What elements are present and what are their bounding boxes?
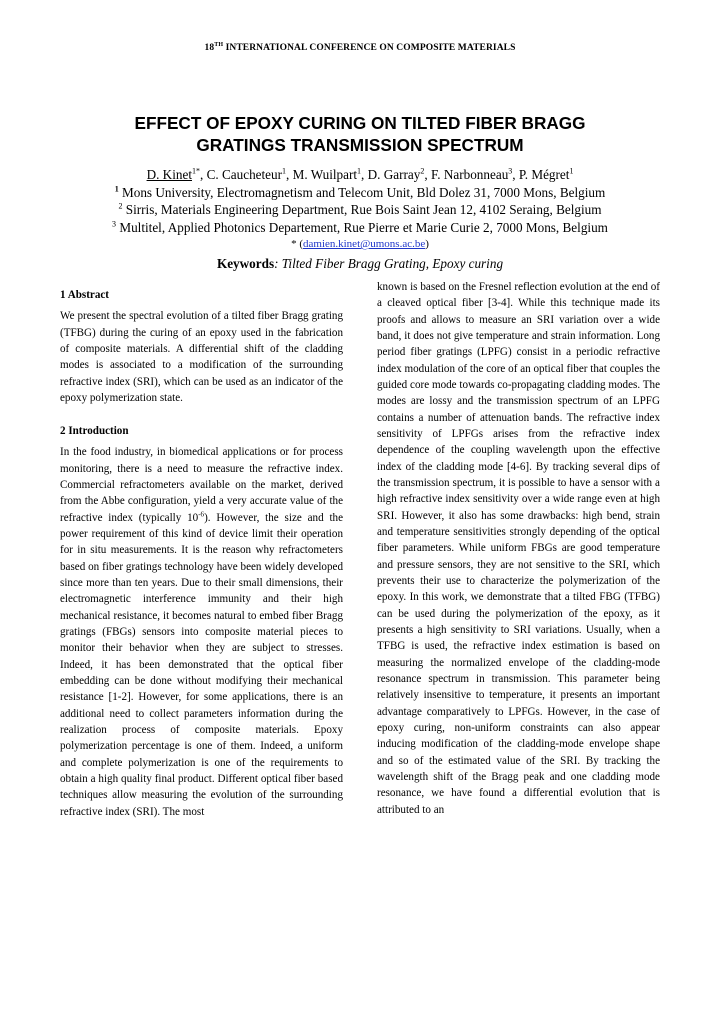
corresponding-email bbox=[40, 236, 680, 254]
affiliation-3 bbox=[40, 219, 680, 237]
author-1-sup: 1* bbox=[191, 166, 200, 176]
keywords-colon: : bbox=[274, 256, 279, 271]
introduction-section bbox=[60, 423, 343, 820]
header-number: 18 bbox=[204, 43, 215, 54]
introduction-body bbox=[60, 444, 343, 820]
affiliation-2-num: 2 bbox=[118, 201, 123, 211]
title-line-1: EFFECT OF EPOXY CURING ON TILTED FIBER BRAGG bbox=[134, 113, 586, 133]
affiliation-3-text: Multitel, Applied Photonics Departement, Rue Pierre et Marie Curie 2, 7000 Mons, Belgium bbox=[116, 219, 608, 235]
affiliation-2-text: Sirris, Materials Engineering Department, Rue Bois Saint Jean 12, 4102 Seraing, Belgium bbox=[122, 202, 602, 217]
author-4-sup: 2 bbox=[420, 166, 425, 176]
keywords-line bbox=[40, 256, 680, 272]
affiliation-1-num: 1 bbox=[114, 184, 119, 194]
affiliation-1 bbox=[40, 184, 680, 202]
right-column bbox=[377, 279, 660, 818]
author-5: , F. Narbonneau bbox=[424, 167, 509, 182]
introduction-heading: 2 Introduction bbox=[60, 425, 129, 437]
affiliation-1-text: Mons University, Electromagnetism and Telecom Unit, Bld Dolez 31, 7000 Mons, Belgium bbox=[118, 184, 606, 200]
author-4: , D. Garray bbox=[361, 167, 421, 182]
intro-text-1: In the food industry, in biomedical applications or for process monitoring, there is a need to measure the refractive index. Commercial refractometers available on the market, derived from the Abbe configuration, yield a very accurate value of the refractive index (typically 10 bbox=[60, 446, 343, 524]
email-suffix: ) bbox=[425, 238, 429, 250]
author-6-sup: 1 bbox=[569, 166, 574, 176]
abstract-section bbox=[60, 287, 343, 406]
abstract-heading: 1 Abstract bbox=[60, 289, 109, 301]
right-column-body: known is based on the Fresnel reflection evolution at the end of a cleaved optical fiber [3-4]. While this technique made its proofs and allows to measure an SRI variation over a wide band, it does not give temperature and strain information. Long period fiber gratings (LPFG) consist in a periodic refractive index modulation of the core of an optical fiber that couples the guided core mode towards co-propagating cladding modes. The modes are lossy and the transmission spectrum of an LPFG contains a number of attenuation bands. The refractive index sensitivity of LPFGs arises from the refractive index dependence of the coupling wavelength upon the effective index of the cladding mode [4-6]. By tracking several dips of the transmission spectrum, it is possible to have a sensor with a high refractive index sensitivity over a wide range even at high SRI. However, it also has some drawbacks: high bend, strain and temperature sensitivities strongly depending of the optical fiber parameters. While uniform FBGs are good temperature and pressure sensors, they are not sensitive to the SRI, which prevents their use to characterize the polymerization of the epoxy. In this work, we demonstrate that a tilted FBG (TFBG) can be used during the polymerization of the epoxy, as it presents a high sensitivity to SRI variations. Usually, when a TFBG is used, the refractive index estimation is based on measuring the normalized envelope of the cladding-mode resonance spectrum in transmission. This parameter being relatively insensitive to temperature, it presents an important advantage comparatively to LPFGs. However, in the case of epoxy curing, non-uniform constraints can also appear inducing modification of the cladding-mode envelope shape and so of the estimated value of the SRI. By tracking the wavelength shift of the Bragg peak and one cladding mode resonance, we have found a differential evolution that is attributed to an bbox=[377, 281, 660, 816]
keywords-label: Keywords bbox=[216, 256, 275, 271]
keywords-text: Tilted Fiber Bragg Grating, Epoxy curing bbox=[278, 256, 504, 271]
affiliation-3-num: 3 bbox=[112, 219, 117, 229]
intro-text-2: ). However, the size and the power requirement of this kind of device limit their operation for in situ measurements. It is the reason why refractometers based on fiber gratings technology have been widely developed since more than ten years. Due to their small dimensions, their electromagnetic interference immunity and their high mechanical resistance, it becomes natural to embed fiber Bragg gratings (FBGs) sensors into composite material pieces to monitor their behavior when they are subject to stresses. Indeed, it has been demonstrated that the optical fiber embedding can be done without modifying their mechanical resistance [1-2]. However, for some applications, there is an additional need to collect parameters information during the realization process of composite materials. Epoxy polymerization percentage is one of them. Indeed, a uniform and complete polymerization is one of the requirements to obtain a high quality final product. Different optical fiber based techniques allow measuring the evolution of the surrounding refractive index (SRI). The most bbox=[60, 511, 344, 818]
author-block bbox=[40, 166, 680, 254]
abstract-body: We present the spectral evolution of a tilted fiber Bragg grating (TFBG) during the curing of an epoxy used in the fabrication of composite materials. A differential shift of the cladding modes is associated to a modification of the surrounding refractive index (SRI), which can be used as an indicator of the epoxy polymerization state. bbox=[60, 310, 343, 404]
author-5-sup: 3 bbox=[508, 166, 513, 176]
header-text: INTERNATIONAL CONFERENCE ON COMPOSITE MATERIALS bbox=[223, 43, 516, 54]
author-3-sup: 1 bbox=[357, 166, 362, 176]
affiliation-2 bbox=[40, 201, 680, 219]
email-link[interactable]: damien.kinet@umons.ac.be bbox=[303, 238, 426, 250]
title-line-2: GRATINGS TRANSMISSION SPECTRUM bbox=[196, 135, 524, 155]
email-prefix: * ( bbox=[291, 238, 303, 250]
conference-header bbox=[0, 42, 720, 53]
header-sup: TH bbox=[214, 42, 224, 48]
author-1: D. Kinet bbox=[146, 167, 192, 182]
author-2-sup: 1 bbox=[282, 166, 287, 176]
author-2: , C. Caucheteur bbox=[199, 167, 283, 182]
paper-title bbox=[60, 112, 660, 156]
author-list bbox=[40, 166, 680, 184]
intro-exponent: -6 bbox=[198, 509, 205, 518]
author-3: , M. Wuilpart bbox=[286, 167, 358, 182]
author-6: , P. Mégret bbox=[512, 167, 570, 182]
